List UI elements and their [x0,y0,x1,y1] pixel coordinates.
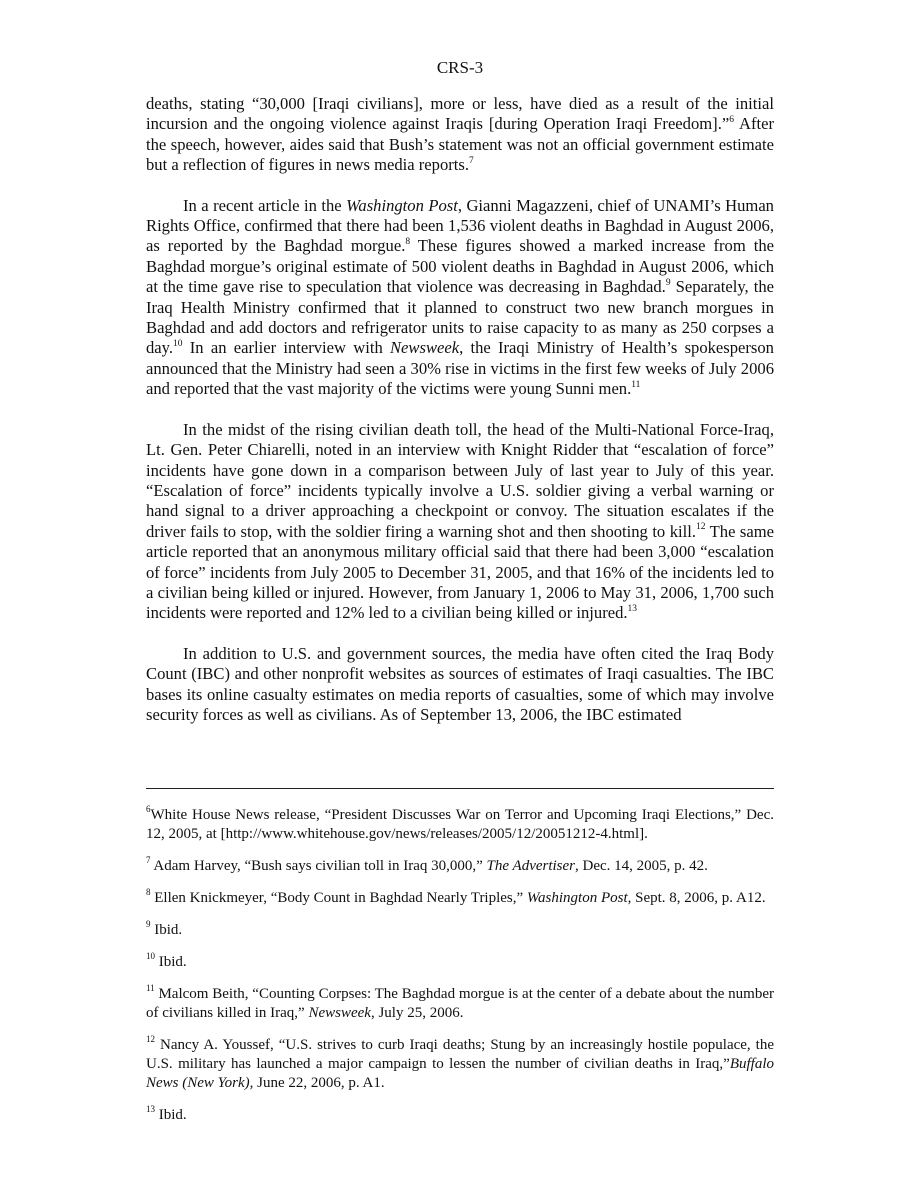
footnote-number: 11 [146,983,155,993]
paragraph [146,94,774,176]
text-run: Separately, the Iraq Health Ministry confirmed that it planned to construct two new branch morgues in Baghdad and add doctors and refrigerator units to raise capacity to as many as 250 corpses a day. [146,277,775,358]
footnote-ref: 6 [729,114,734,125]
text-run: The same article reported that an anonymous military official said that there had been 3,000 “escalation of force” incidents from July 2005 to December 31, 2005, and that 16% of the incidents led to a civilian being killed or injured. However, from January 1, 2006 to May 31, 2006, 1,700 such incidents were reported and 12% led to a civilian being killed or injured. [146,521,774,623]
text-run: Nancy A. Youssef, “U.S. strives to curb Iraqi deaths; Stung by an increasingly hostile populace, the U.S. military has launched a major campaign to lessen the number of civilian deaths in Iraq,” [146,1037,774,1072]
page-number: CRS-3 [436,58,484,77]
footnote-number: 6 [146,804,151,814]
text-run: , Gianni Magazzeni, chief of UNAMI’s Human Rights Office, confirmed that there had been 1,536 violent deaths in Baghdad in August 2006, as reported by the Baghdad morgue. [146,195,774,256]
publication-title: The Advertiser [486,858,576,874]
footnote [146,1106,774,1125]
footnote-number: 7 [146,855,151,865]
text-run: Ibid. [155,954,187,970]
footnote-ref: 10 [173,338,183,349]
footnote-ref: 12 [695,522,706,533]
text-run: Ellen Knickmeyer, “Body Count in Baghdad Nearly Triples,” [150,890,527,906]
text-run: Malcom Beith, “Counting Corpses: The Baghdad morgue is at the center of a debate about the number of civilians killed in Iraq,” [146,986,774,1021]
publication-title: Newsweek [389,338,460,358]
paragraph [146,420,774,624]
footnote [146,1036,774,1093]
footnote-number: 10 [146,951,155,961]
text-run: Ibid. [155,1107,187,1123]
publication-title: Buffalo News (New York) [146,1056,774,1091]
footnote-ref: 9 [665,277,671,288]
footnote-number: 12 [146,1034,155,1044]
text-run: These figures showed a marked increase from the Baghdad morgue’s original estimate of 500 violent deaths in Baghdad in August 2006, which at the time gave rise to speculation that violence was decreasing in Baghdad. [146,236,774,297]
footnote-divider [146,788,774,789]
publication-title: Washington Post [526,890,628,906]
paragraph [146,644,774,726]
footnote-ref: 11 [631,379,641,390]
paragraph [146,196,774,400]
footnotes [146,806,774,1138]
footnote-number: 13 [146,1104,155,1114]
footnote-ref: 7 [469,155,474,166]
footnote [146,857,774,876]
footnote [146,921,774,940]
footnote [146,985,774,1023]
footnote [146,806,774,844]
publication-title: Newsweek [308,1005,371,1021]
text-run: , Dec. 14, 2005, p. 42. [575,858,708,874]
text-run: In an earlier interview with [182,338,390,358]
footnote-number: 8 [146,887,151,897]
publication-title: Washington Post [346,195,458,215]
text-run: , July 25, 2006. [370,1005,464,1021]
text-run: , June 22, 2006, p. A1. [249,1075,385,1091]
text-run: After the speech, however, aides said that Bush’s statement was not an official government estimate but a reflection of figures in news media reports. [146,114,774,175]
text-run: In the midst of the rising civilian death toll, the head of the Multi-National Force-Iraq, Lt. Gen. Peter Chiarelli, noted in an interview with Knight Ridder that “escalation of force” incidents have gone down in a comparison between July of last year to July of this year. “Escalation of force” incidents typically involve a U.S. soldier giving a verbal warning or hand signal to a driver approaching a checkpoint or convoy. The situation escalates if the driver fails to stop, with the soldier firing a warning shot and then shooting to kill. [146,419,774,541]
text-run: White House News release, “President Discusses War on Terror and Upcoming Iraqi Elections,” Dec. 12, 2005, at [http://www.whitehouse.gov/news/releases/2005/12/20051212-4.html]. [146,807,774,842]
body-text [146,94,774,745]
footnote-number: 9 [146,919,151,929]
text-run: Ibid. [150,922,183,938]
text-run: In addition to U.S. and government sources, the media have often cited the Iraq Body Count (IBC) and other nonprofit websites as sources of estimates of Iraqi casualties. The IBC bases its online casualty estimates on media reports of casualties, some of which may involve security forces as well as civilians. As of September 13, 2006, the IBC estimated [146,643,774,724]
text-run: , Sept. 8, 2006, p. A12. [627,890,766,906]
text-run: deaths, stating “30,000 [Iraqi civilians], more or less, have died as a result of the initial incursion and the ongoing violence against Iraqis [during Operation Iraqi Freedom].” [146,94,774,134]
footnote [146,953,774,972]
text-run: Adam Harvey, “Bush says civilian toll in Iraq 30,000,” [150,858,487,874]
footnote-ref: 8 [405,236,411,247]
footnote-ref: 13 [627,603,638,614]
text-run: , the Iraqi Ministry of Health’s spokesperson announced that the Ministry had seen a 30% rise in victims in the first few weeks of July 2006 and reported that the vast majority of the victims were young Sunni men. [146,338,774,399]
footnote [146,889,774,908]
text-run: In a recent article in the [183,195,347,215]
